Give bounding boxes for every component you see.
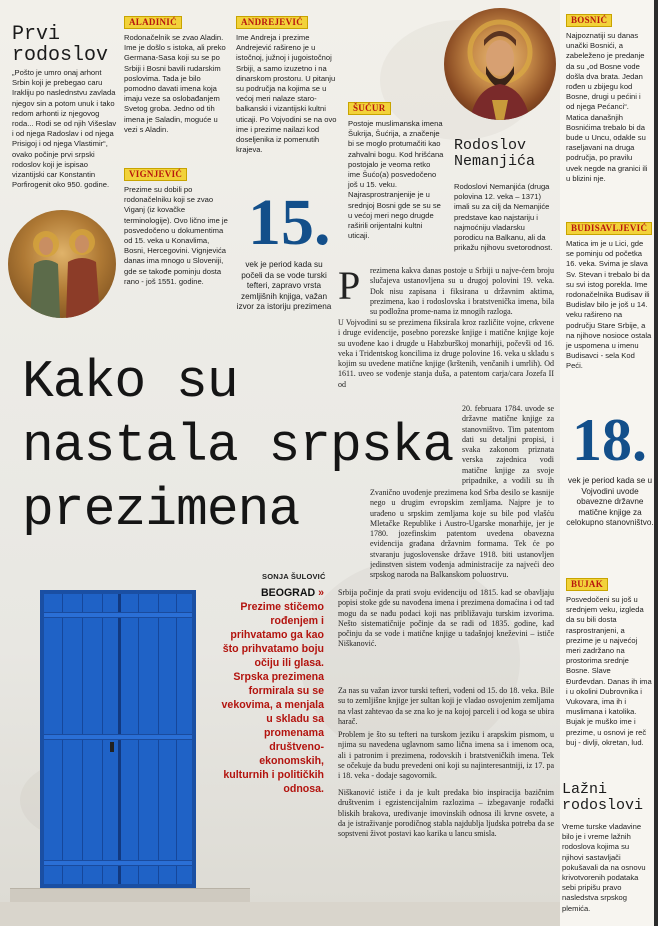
intro-title-line2: rodoslov [12, 44, 109, 67]
vignjevic-tag: VIGNJEVIĆ [124, 168, 187, 181]
andrejevic-tag: ANDREJEVIĆ [236, 16, 308, 29]
vignjevic-text: Prezime su dobili po rodonačelniku koji se zvao Viganj (iz kovačke terminologije). Ovo lično ime je posvedočeno u dokumentima od 15. veka u Konavlima, Bosni, Hercegovini. Vignjevića danas ima mnogo u Sloveniji, gde se takođe pominju dosta rano - još 1551. godine. [124, 185, 228, 286]
intro-title-line1: Prvi [12, 23, 61, 46]
byline-lead-text: Prezime stičemo rođenjem i prihvatamo ga kao što prihvatamo boju očiju ili glasa. Srpska prezimena formirala su se vekovima, a menjala u skladu sa promenama društveno-ekonomskih, kulturnih i političkih odnosa. [221, 601, 324, 795]
intro-title [12, 24, 108, 66]
byline-lead [220, 586, 324, 796]
nemanjic-title-line1: Rodoslov [454, 137, 527, 154]
article-para1: rezimena kakva danas postoje u Srbiji u najve-ćem broju slučajeva ustanovljena su u drugoj polovini 19. veka. Dok nisu zapisana i fiksirana u državnim aktima, prezimena, kao i rodoslovska i bratstvenička imena, bila su podložna prome-nama iz mnogih razloga. [370, 266, 554, 317]
andrejevic-section [236, 16, 338, 155]
fact15-number: 15. [248, 186, 331, 259]
bujak-text: Posvedočeni su još u srednjem veku, izgleda da su bili dosta rasprostranjeni, a prezime je u najvećoj meri zadržano na prostorima srednje Bosne. Slave Đurđevdan. Danas ih ima i u okolini Dubrovnika i Vukovara, ima ih i muslimana i katolika. Bujak je muško ime i prezime, u osnovi je reč buj - divlji, okretan, lud. [566, 595, 652, 747]
fact18-text: vek je period kada se u Vojvodini uvode obavezne državne matične knjige za celokupno stanovništvo. [566, 476, 654, 528]
bosnic-section [566, 14, 650, 184]
door-handle [110, 742, 114, 752]
vignjevic-section [124, 168, 228, 287]
ground [0, 902, 560, 926]
fact15-text: vek je period kada su počeli da se vode turski tefteri, zapravo vrsta zemljišnih knjiga, važan izvor za istoriju prezimena [236, 260, 332, 312]
headline-line3: prezimena [22, 480, 300, 540]
article-para7: Niškanović ističe i da je kult predaka bio inspiracija bazičnim društvenim i egzistencijalnim razlozima – izbegavanje rođački bliskih brakova, uređivanje imovinskih odnosa ili krvne osvete, a da je istraživanje porodičnog stabla najdublja ljudska potreba da se sopstveni život postavi kao karika u lancu smisla. [338, 788, 554, 839]
article-para2-narrow: 20. februara 1784. uvode se državne matične knjige za stanovništvo. Tim patentom dati su detaljni propisi, i svaka zakonom priznata verska zajednica vodi matične knjige za svoje pripadnike, a vodili su ih [462, 404, 554, 486]
lazni-title-line2: rodoslovi [562, 797, 644, 814]
aladinic-text: Rodonačelnik se zvao Aladin. Ime je došlo s istoka, ali preko Germana-Sasa koji su se po Srbiji i Bosni bavili rudarskim poslovima. Tada je bilo pomodno davati imena koja imaju veze sa oslobađanjem Svetog groba. Jedno od tih imena je Saladin, moguće u vezi s Aladin. [124, 33, 226, 134]
door-rail [44, 734, 192, 740]
door-rail [44, 612, 192, 618]
intro-text: „Pošto je umro onaj arhont Srbin koji je prebegao caru Irakliju po naslednstvu zavlada njegov sin a potom unuk i tako redom arhonti iz njegovog roda... Rodi se od njih Višeslav i od njega Radoslav i od njega Prisigoj i od njega Vlastimir“, ovako počinje prvi srpski rodoslov koji je ispisao vizantijski car Konstantin Porfirogenit oko 950. godine. [12, 68, 117, 190]
budisavljevic-text: Matica im je u Lici, gde se pominju od početka 16. veka. Svima je slava Sv. Stevan i trebalo bi da su svi istog porekla. Ime rodonačelnika Budisav ili Budislav bilo je još u 14. veku rašireno na području Stare Srbije, a na njihove nosioce ostala je uspomena u imenu Budisavci - sela Kod Peći. [566, 239, 652, 371]
sucur-tag: ŠUĆUR [348, 102, 391, 115]
fact18-number: 18. [572, 407, 647, 473]
sucur-text: Postoje muslimanska imena Šukrija, Šućrija, a značenje bi se moglo protumačiti kao zahvalni bogu. Kod hrišćana postojalo je veoma retko ime Šućo(a) posvedočeno još u 15. veku. Najrasprostranjenije je u srednjoj Bosni gde se su se u većoj meri nego drugde raširili orijentalni kultni uticaji. [348, 119, 444, 241]
budisavljevic-section [566, 222, 652, 372]
icon-painting-svg [8, 210, 116, 318]
lazni-title [562, 782, 643, 814]
nemanjic-title-line2: Nemanjića [454, 153, 536, 170]
sucur-section [348, 102, 444, 241]
article-dropcap: P [338, 263, 361, 308]
byline-place: BEOGRAD [260, 587, 316, 599]
aladinic-tag: ALADINIĆ [124, 16, 182, 29]
bosnic-text: Najpoznatiji su danas unački Bosnići, a zabeleženo je predanje da su „od Bosne vode došla dva brata. Jedan rođen u zbijegu kod Bosne, drugi u pećini i od njega Pećanci“. Matica današnjih Bosnićima trebalo bi da bude u Uncu, odakle su raseljavani na druga područja, po pravilu uvek negde na granici ili u blizini nje. [566, 31, 648, 183]
article-para3: Zvanično uvođenje prezimena kod Srba desilo se kasnije nego u drugim evropskim zemljama. Najpre je to urađeno u srpskim zemljama koje su bile pod vlašću Mletačke Republike i Austro-Ugarske monarhije, jer je 1780. jozefinskim patentom uvedena obavezna evidencija građana državnim formama. Tek će po stvaranju jugoslovenske države 1918. biti ustanovljen jedinstven sistem vođenja administracije za najveći deo srpskog naroda na Balkanskom poluostrvu. [370, 488, 554, 580]
article-para4: Srbija počinje da prati svoju evidenciju od 1815. kad se obavljaju popisi stoke gde su navođena imena i prezimena domaćina i od tad mogu da se nađu podaci koji nas približavaju turskim izvorima. Nešto sistematičnije počinje da se radi od 1835. godine, kad počinju da se vode i matične knjige u tadašnjoj kneževini – ističe Niškanović. [338, 588, 554, 649]
lazni-text: Vreme turske vladavine bilo je i vreme lažnih rodoslova kojima su njihovi sastavljači pokušavali da na osnovu krivotvorenih podataka sebi pripišu pravo nasledstva srpskog plemića. [562, 822, 646, 913]
page-edge-bar [654, 0, 658, 926]
andrejevic-text: Ime Andreja i prezime Andrejević rašireno je u istočnoj, južnoj i jugoistočnoj Srbiji, a samo izuzetno i na dinarskom prostoru. U pitanju su područja na kojima se u većoj meri nalaze staro-balkanski i vizantijski kultni uticaji. Po Vojvodini se na ovo ime i prezime nailazi kod doseljenika iz pomenutih krajeva. [236, 33, 337, 155]
bujak-tag: BUJAK [566, 578, 608, 591]
nemanjic-fresco-image [444, 8, 556, 120]
bujak-section [566, 578, 652, 748]
blue-door-image [40, 590, 196, 888]
byline-arrow: » [318, 587, 324, 599]
bosnic-tag: BOSNIĆ [566, 14, 612, 27]
article-para6: Problem je što su tefteri na turskom jeziku i arapskim pismom, u njima su navedena uglavnom samo lična imena sa i imenom oca, ali i patronim i prezimena, rodovskih i bratstveničkih imena. Tek se očekuje da budu prevedeni oni koji su najinteresantniji, iz 17. pa i 18. veka - dodaje sagovornik. [338, 730, 554, 781]
article-para5: Za nas su važan izvor turski tefteri, vođeni od 15. do 18. veka. Bile su to zemljišne knjige jer sultan koji je vladao osvojenim zemljama na vlast zahtevao da se zna ko je na kojoj parceli i od koga se ubira harač. [338, 686, 554, 726]
fresco-portrait-svg [444, 8, 556, 120]
lazni-title-line1: Lažni [562, 781, 608, 798]
nemanjic-text: Rodoslovi Nemanjića (druga polovina 12. veka – 1371) imali su za cilj da Nemanjiće predstave kao najstariju i najmoćniju vladarsku porodicu na Balkanu, ali da prikažu njihovu svetorodnost. [454, 182, 553, 253]
nemanjic-title [454, 138, 535, 170]
door-rail [44, 860, 192, 866]
headline-line1: Kako su [22, 352, 238, 412]
article-para2: U Vojvodini su se prezimena fiksirala kroz različite vojne, crkvene i druge evidencije, posebno porezske knjige i matične knjige koje su uvođene kao i drugde u Habzburškoj monarhiji, počevši od 16. veka i Tridentskog koncilima iz druge polovine 16. veka u skladu s kojim su uvedene matične knjige (krštenih, venčanih i umrlih). Od 1611. uveo se vođenje stanja duša, a patentom carja/cara Jozefa II od [338, 318, 554, 389]
door-step [10, 888, 250, 903]
aladinic-section [124, 16, 228, 135]
headline-line2: nastala srpska [22, 416, 454, 476]
byline-author: SONJA ŠULOVIĆ [262, 572, 326, 581]
budisavljevic-tag: BUDISAVLJEVIĆ [566, 222, 652, 235]
icon-painting-image [8, 210, 116, 318]
